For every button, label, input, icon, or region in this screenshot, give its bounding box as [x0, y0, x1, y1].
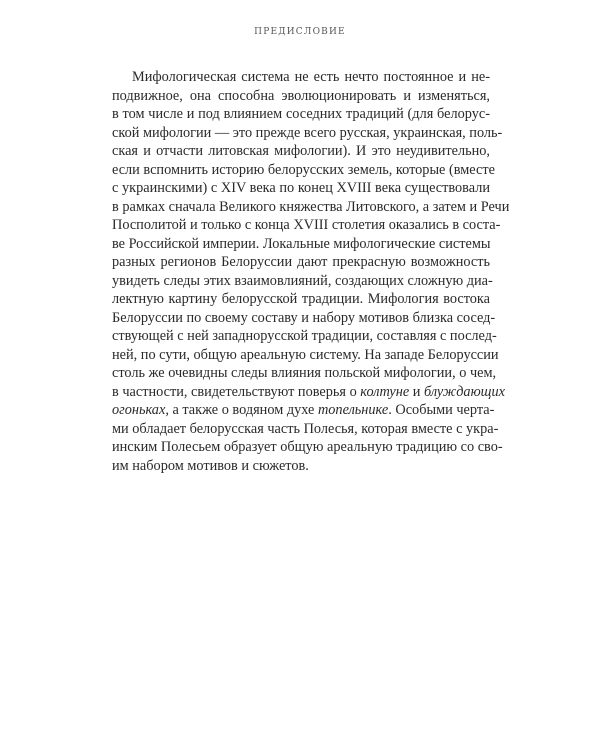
text-line [112, 309, 496, 328]
text-segment: в рамках сначала Великого княжества Литовского, а затем и Речи [112, 198, 510, 215]
text-segment: ской мифологии — это прежде всего русская, украинская, поль- [112, 124, 503, 141]
text-segment: ней, по сути, общую ареальную систему. На западе Белоруссии [112, 346, 499, 363]
text-line [112, 198, 510, 217]
text-segment: им набором мотивов и сюжетов. [112, 457, 309, 474]
italic-term: колтуне [360, 383, 410, 400]
text-line [112, 327, 497, 346]
text-segment: Мифологическая система не есть нечто постоянное и не- [132, 69, 490, 85]
text-line [112, 68, 490, 87]
text-segment: . Особыми черта- [388, 402, 495, 418]
text-segment: лектную картину белорусской традиции. Мифология востока [112, 291, 490, 307]
text-line [112, 420, 499, 439]
text-segment: увидеть следы этих взаимовлияний, создающих сложную диа- [112, 272, 493, 289]
text-segment: , а также о водяном духе [165, 402, 318, 418]
text-line [112, 105, 490, 124]
running-head-title: ПРЕДИСЛОВИЕ [254, 27, 346, 37]
text-line [112, 124, 503, 143]
text-segment: если вспомнить историю белорусских земель, которые (вместе [112, 161, 495, 178]
text-line [112, 179, 490, 198]
italic-term: топельнике [317, 402, 389, 418]
text-segment: ствующей с ней западнорусской традиции, составляя с послед- [112, 328, 497, 344]
text-line [112, 235, 490, 254]
text-line [112, 290, 490, 309]
text-line [112, 438, 503, 457]
text-segment: с украинскими) с XIV века по конец XVIII века существовали [112, 180, 490, 196]
text-segment: Белоруссии по своему составу и набору мотивов близка сосед- [112, 309, 496, 326]
text-segment: ми обладает белорусская часть Полесья, которая вместе с укра- [112, 420, 499, 437]
text-line [112, 272, 493, 291]
text-segment: подвижное, она способна эволюционировать и изменяться, [112, 87, 490, 104]
text-segment: разных регионов Белоруссии дают прекрасную возможность [112, 254, 490, 270]
text-line [112, 383, 505, 402]
text-line [112, 346, 499, 365]
text-segment: Посполитой и только с конца XVIII столетия оказались в соста- [112, 217, 501, 233]
italic-term: блуждающих [424, 383, 505, 400]
text-line [112, 253, 490, 272]
text-segment: инским Полесьем образует общую ареальную традицию со сво- [112, 439, 503, 455]
text-segment: ве Российской империи. Локальные мифологические системы [112, 235, 491, 252]
text-line [112, 161, 495, 180]
text-line [112, 87, 490, 106]
text-line [112, 142, 490, 161]
text-line [112, 216, 501, 235]
text-segment: и [409, 383, 425, 400]
text-segment: ская и отчасти литовская мифологии). И это неудивительно, [112, 143, 490, 159]
italic-term: огоньках [112, 402, 166, 418]
body-paragraph [112, 68, 510, 475]
text-segment: в частности, свидетельствуют поверья о [112, 383, 361, 400]
text-segment: столь же очевидны следы влияния польской мифологии, о чем, [112, 365, 497, 381]
text-line [112, 401, 495, 420]
text-segment: в том числе и под влиянием соседних традиций (для белорус- [112, 106, 490, 122]
text-line [112, 457, 490, 476]
text-line [112, 364, 497, 383]
